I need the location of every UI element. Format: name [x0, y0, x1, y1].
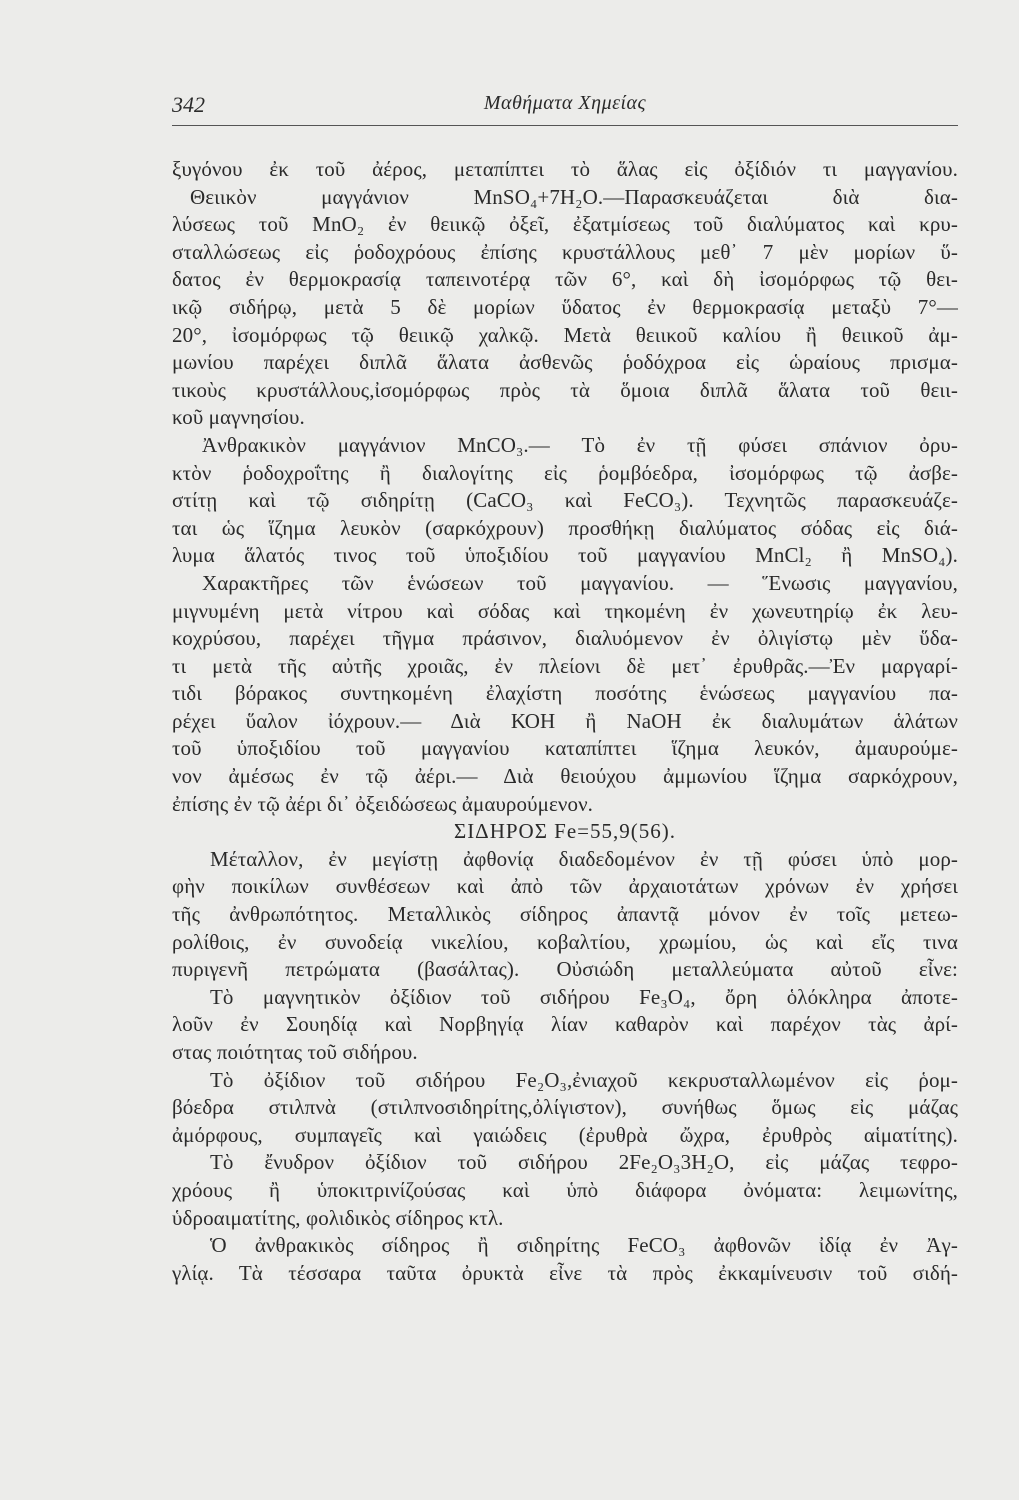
- text-line: Ἀνθρακικὸν μαγγάνιον MnCO₃.— Τὸ ἐν τῇ φύσει σπάνιον ὀρυ-: [202, 432, 958, 457]
- text-line: χρόους ἢ ὑποκιτρινίζούσας καὶ ὑπὸ διάφορα ὀνόματα: λειμωνίτης,: [172, 1177, 958, 1202]
- text-line: Τὸ ὀξίδιον τοῦ σιδήρου Fe₂O₃,ἐνιαχοῦ κεκρυσταλλωμένον εἰς ῥομ-: [210, 1067, 958, 1092]
- text-line: λυμα ἅλατός τινος τοῦ ὑποξιδίου τοῦ μαγγανίου MnCl₂ ἢ MnSO₄).: [172, 543, 958, 568]
- section-heading: ΣΙΔΗΡΟΣ Fe=55,9(56).: [453, 819, 677, 844]
- text-line: ται ὡς ἵζημα λευκὸν (σαρκόχρουν) προσθήκῃ διαλύματος σόδας εἰς διά-: [172, 515, 958, 540]
- text-line: Ὁ ἀνθρακικὸς σίδηρος ἢ σιδηρίτης FeCO₃ ἀφθονῶν ἰδίᾳ ἐν Ἀγ-: [210, 1233, 958, 1258]
- text-line: Μέταλλον, ἐν μεγίστῃ ἀφθονίᾳ διαδεδομένον ἐν τῇ φύσει ὑπὸ μορ-: [210, 846, 958, 871]
- running-title: Μαθήματα Χημείας: [483, 92, 647, 114]
- text-line: δατος ἐν θερμοκρασίᾳ ταπεινοτέρᾳ τῶν 6°, καὶ δὴ ἰσομόρφως τῷ θει-: [172, 267, 958, 292]
- text-line: τικοὺς κρυστάλλους,ἰσομόρφως πρὸς τὰ ὅμοια διπλᾶ ἅλατα τοῦ θειι-: [172, 377, 958, 402]
- header-rule: [172, 125, 958, 126]
- text-line: τῆς ἀνθρωπότητος. Μεταλλικὸς σίδηρος ἀπαντᾷ μόνον ἐν τοῖς μετεω-: [172, 902, 958, 927]
- text-line: ρέχει ὕαλον ἰόχρουν.— Διὰ ΚΟΗ ἢ NaOH ἐκ διαλυμάτων ἁλάτων: [172, 708, 958, 733]
- body-text: [172, 156, 958, 1287]
- text-line: Θειικὸν μαγγάνιον MnSO₄+7H₂O.—Παρασκευάζεται διὰ δια-: [190, 184, 958, 209]
- text-line: γλίᾳ. Τὰ τέσσαρα ταῦτα ὀρυκτὰ εἶνε τὰ πρὸς ἐκκαμίνευσιν τοῦ σιδή-: [172, 1260, 958, 1285]
- page-number: 342: [172, 92, 205, 117]
- text-line: κοῦ μαγνησίου.: [172, 405, 305, 430]
- text-line: φὴν ποικίλων συνθέσεων καὶ ἀπὸ τῶν ἀρχαιοτάτων χρόνων ἐν χρήσει: [172, 874, 958, 899]
- text-line: ἀμόρφους, συμπαγεῖς καὶ γαιώδεις (ἐρυθρὰ ὤχρα, ἐρυθρὸς αἱματίτης).: [172, 1122, 958, 1147]
- text-line: τι μετὰ τῆς αὐτῆς χροιᾶς, ἐν πλείονι δὲ μετ᾽ ἐρυθρᾶς.—Ἐν μαργαρί-: [172, 653, 958, 678]
- text-line: ὑδροαιματίτης, φολιδικὸς σίδηρος κτλ.: [172, 1205, 504, 1230]
- text-line: ξυγόνου ἐκ τοῦ ἀέρος, μεταπίπτει τὸ ἅλας εἰς ὀξίδιόν τι μαγγανίου.: [172, 157, 958, 181]
- text-line: στας ποιότητας τοῦ σιδήρου.: [172, 1040, 418, 1064]
- page-header: [172, 92, 958, 122]
- text-line: πυριγενῆ πετρώματα (βασάλτας). Οὐσιώδη μεταλλεύματα αὐτοῦ εἶνε:: [172, 957, 958, 982]
- text-line: Τὸ ἔνυδρον ὀξίδιον τοῦ σιδήρου 2Fe₂O₃3H₂O, εἰς μάζας τεφρο-: [210, 1150, 958, 1175]
- text-line: κτὸν ῥοδοχροΐτης ἢ διαλογίτης εἰς ῥομβόεδρα, ἰσομόρφως τῷ ἀσβε-: [172, 460, 958, 485]
- text-line: λοῦν ἐν Σουηδίᾳ καὶ Νορβηγίᾳ λίαν καθαρὸν καὶ παρέχον τὰς ἀρί-: [172, 1012, 958, 1037]
- text-line: μιγνυμένη μετὰ νίτρου καὶ σόδας καὶ τηκομένη ἐν χωνευτηρίῳ ἐκ λευ-: [172, 598, 958, 623]
- text-line: στίτῃ καὶ τῷ σιδηρίτῃ (CaCO₃ καὶ FeCO₃). Τεχνητῶς παρασκευάζε-: [172, 488, 958, 513]
- text-line: μωνίου παρέχει διπλᾶ ἅλατα ἀσθενῶς ῥοδόχροα εἰς ὡραίους πρισμα-: [172, 350, 958, 375]
- text-line: Χαρακτῆρες τῶν ἑνώσεων τοῦ μαγγανίου. — Ἕνωσις μαγγανίου,: [202, 570, 958, 595]
- text-line: τιδι βόρακος συντηκομένη ἐλαχίστη ποσότης ἑνώσεως μαγγανίου πα-: [172, 681, 958, 706]
- text-line: κοχρύσου, παρέχει τῆγμα πράσινον, διαλυόμενον ἐν ὀλιγίστῳ μὲν ὕδα-: [172, 626, 958, 651]
- text-line: τοῦ ὑποξιδίου τοῦ μαγγανίου καταπίπτει ἵζημα λευκόν, ἀμαυρούμε-: [172, 736, 958, 761]
- text-line: λύσεως τοῦ MnO₂ ἐν θειικῷ ὀξεῖ, ἐξατμίσεως τοῦ διαλύματος καὶ κρυ-: [172, 212, 958, 237]
- text-line: ἐπίσης ἐν τῷ ἀέρι δι᾽ ὀξειδώσεως ἀμαυρούμενον.: [172, 791, 594, 816]
- text-line: νον ἀμέσως ἐν τῷ ἀέρι.— Διὰ θειούχου ἀμμωνίου ἵζημα σαρκόχρουν,: [172, 764, 958, 789]
- text-line: βόεδρα στιλπνὰ (στιλπνοσιδηρίτης,ὀλίγιστον), συνήθως ὅμως εἰς μάζας: [172, 1095, 958, 1120]
- text-line: 20°, ἰσομόρφως τῷ θειικῷ χαλκῷ. Μετὰ θειικοῦ καλίου ἢ θειικοῦ ἀμ-: [172, 322, 958, 347]
- text-line: ρολίθοις, ἐν συνοδείᾳ νικελίου, κοβαλτίου, χρωμίου, ὡς καὶ εἴς τινα: [172, 929, 958, 954]
- text-line: ικῷ σιδήρῳ, μετὰ 5 δὲ μορίων ὕδατος ἐν θερμοκρασίᾳ μεταξὺ 7°—: [172, 294, 958, 319]
- text-line: σταλλώσεως εἰς ῥοδοχρόους ἐπίσης κρυστάλλους μεθ᾽ 7 μὲν μορίων ὕ-: [172, 239, 958, 264]
- text-line: Τὸ μαγνητικὸν ὀξίδιον τοῦ σιδήρου Fe₃O₄, ὄρη ὁλόκληρα ἀποτε-: [210, 984, 958, 1009]
